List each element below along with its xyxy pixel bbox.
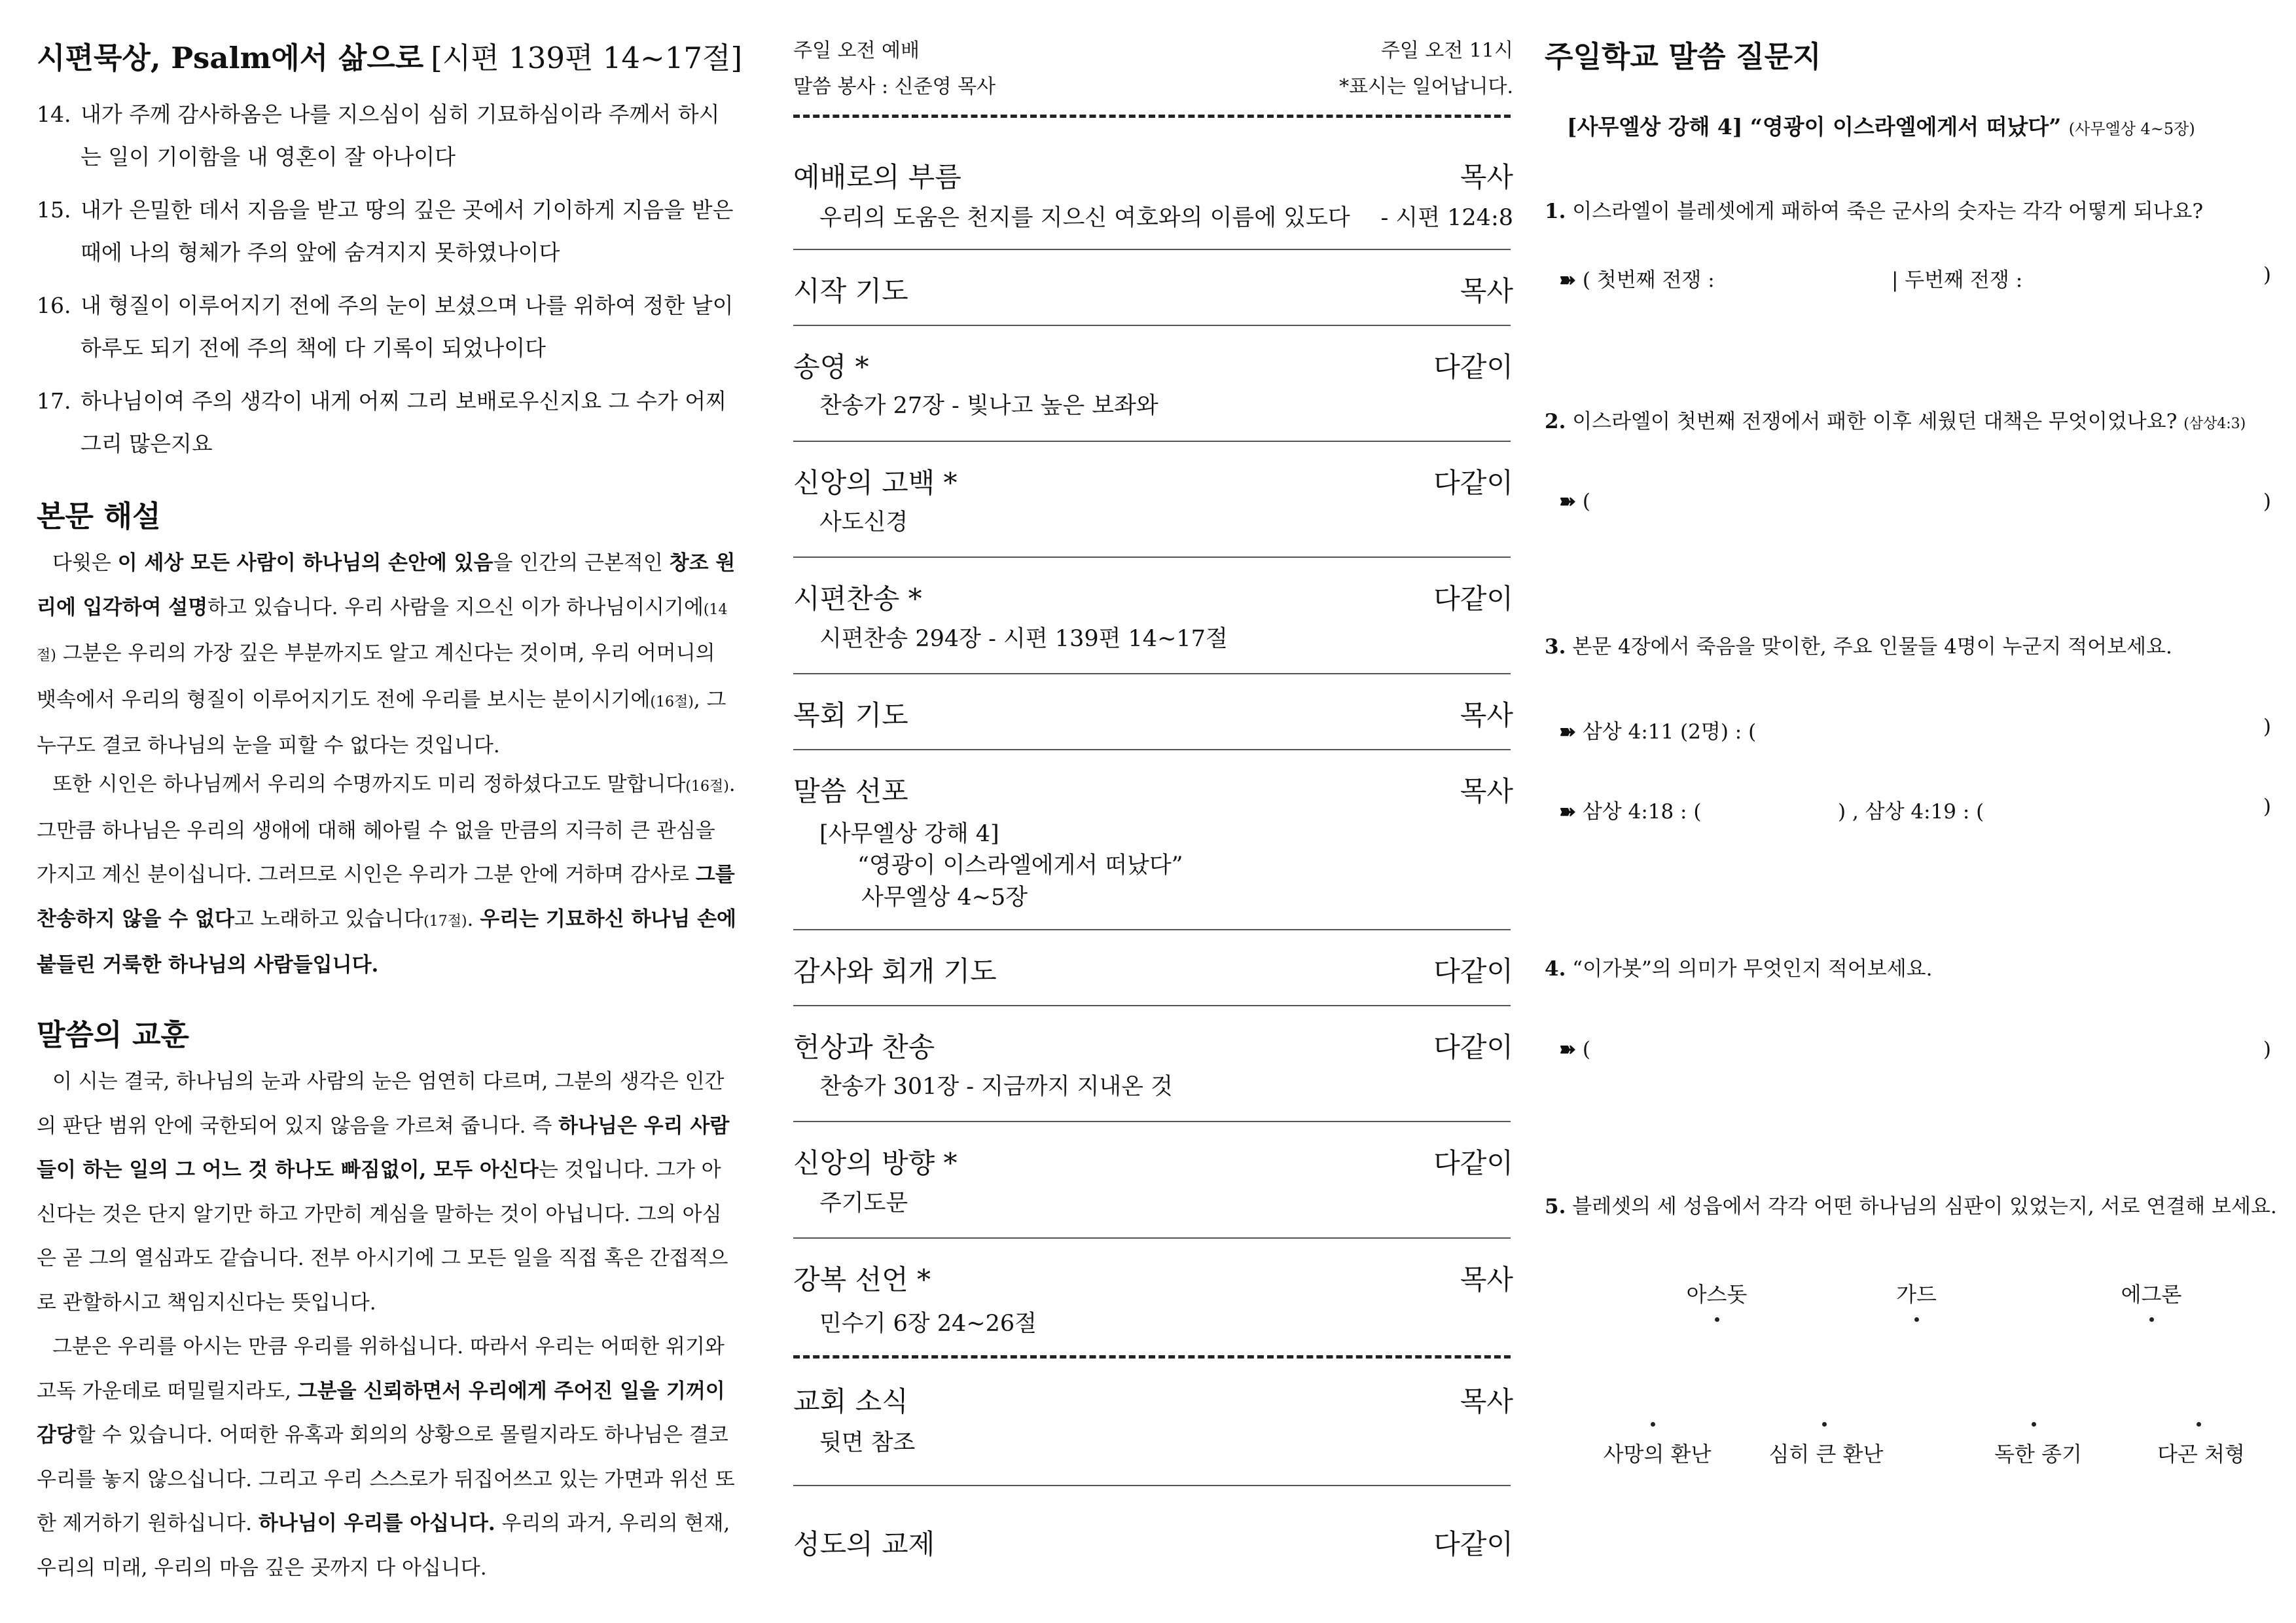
item-pastoral-prayer: 목회 기도 [793, 699, 908, 731]
match-dot[interactable] [2197, 1422, 2201, 1427]
divider [793, 249, 1511, 250]
verse-reference: (14절) [37, 601, 728, 664]
verse-17 [37, 380, 737, 465]
question-2 [1545, 405, 2246, 434]
meditation-title: 시편묵상, Psalm에서 삶으로 [37, 41, 424, 75]
question-text: “이가봇”의 의미가 무엇인지 적어보세요. [1572, 957, 1933, 981]
emphasis-text: 이 세상 모든 사람이 하나님의 손안에 있음 [117, 551, 493, 575]
lesson-paragraph [37, 1325, 738, 1590]
service-subheader [793, 70, 1513, 99]
item-detail: 찬송가 27장 - 빛나고 높은 보좌와 [819, 393, 1158, 419]
item-lords-prayer: 신앙의 방향 * [793, 1147, 958, 1179]
exposition-paragraph [37, 763, 738, 988]
item-confession-of-faith: 신앙의 고백 * [793, 467, 958, 499]
item-leader: 다같이 [1433, 583, 1513, 615]
verse-14 [37, 93, 737, 178]
arrow-icon: ➽ [1559, 800, 1576, 824]
arrow-icon: ➽ [1559, 1038, 1576, 1061]
question-number: 2. [1545, 410, 1566, 433]
sermon-series: [사무엘상 강해 4] [819, 821, 999, 847]
sermon-title: “영광이 이스라엘에게서 떠났다” [857, 852, 1183, 879]
item-leader: 다같이 [1433, 1031, 1513, 1063]
question-text: 이스라엘이 블레셋에게 패하여 죽은 군사의 숫자는 각각 어떻게 되나요? [1572, 200, 2204, 223]
item-detail-ref: - 시편 124:8 [1380, 205, 1513, 231]
paragraph-text: 고 노래하고 있습니다 [234, 907, 424, 931]
divider [793, 556, 1511, 558]
item-detail: 시편찬송 294장 - 시편 139편 14~17절 [819, 626, 1228, 652]
item-detail: 주기도문 [819, 1190, 908, 1216]
item-benediction: 강복 선언 * [793, 1264, 931, 1296]
item-detail: 뒷면 참조 [819, 1430, 916, 1456]
question-text: 이스라엘이 첫번째 전쟁에서 패한 이후 세웠던 대책은 무엇이었나요? [1572, 410, 2178, 433]
city-ashdod: 아스돗 [1686, 1282, 1748, 1307]
paragraph-text: 그분은 우리의 가장 깊은 부분까지도 알고 계신다는 것이며, 우리 어머니의 뱃속에서 우리의 형질이 이루어지기도 전에 우리를 보시는 분이시기에 [37, 642, 715, 712]
emphasis-text: 우리는 기묘하신 하나님 손에 붙들린 거룩한 하나님의 사람들입니다. [37, 907, 736, 977]
item-leader: 목사 [1460, 1264, 1513, 1296]
item-leader: 다같이 [1433, 1528, 1513, 1560]
paragraph-text: 하고 있습니다. 우리 사람을 지으신 이가 하나님이시기에 [207, 595, 704, 619]
lesson-title: 말씀의 교훈 [37, 1017, 190, 1052]
question-number: 1. [1545, 200, 1566, 223]
arrow-icon: ➽ [1559, 268, 1576, 292]
service-name: 주일 오전 예배 [793, 39, 920, 62]
judgment-death: 사망의 환난 [1603, 1442, 1712, 1467]
question-text: 본문 4장에서 죽음을 맞이한, 주요 인물들 4명이 누군지 적어보세요. [1572, 635, 2172, 659]
answer-label: ) , 삼상 4:19 : ( [1838, 800, 1984, 824]
item-psalm-singing: 시편찬송 * [793, 583, 922, 615]
answer-label: 삼상 4:18 : ( [1582, 800, 1702, 824]
question-number: 4. [1545, 957, 1566, 981]
answer-label: 삼상 4:11 (2명) : ( [1582, 720, 1757, 744]
answer-3-line2-second[interactable] [1838, 795, 1984, 824]
item-leader: 목사 [1460, 275, 1513, 307]
answer-3-line2[interactable] [1559, 795, 1701, 824]
stand-note: *표시는 일어납니다. [1339, 75, 1513, 98]
paragraph-text: 또한 시인은 하나님께서 우리의 수명까지도 미리 정하셨다고도 말합니다 [52, 773, 686, 796]
answer-1-second[interactable] [1892, 263, 2022, 293]
dashed-divider [793, 1355, 1511, 1359]
service-header [793, 34, 1513, 63]
verse-number: 14. [37, 101, 71, 127]
divider [793, 1005, 1511, 1006]
verse-15 [37, 189, 737, 274]
subtitle-text: [사무엘상 강해 4] “영광이 이스라엘에게서 떠났다” [1567, 114, 2062, 139]
item-sermon: 말씀 선포 [793, 775, 908, 807]
item-fellowship: 성도의 교제 [793, 1528, 935, 1560]
divider [793, 325, 1511, 326]
match-dot[interactable] [2149, 1317, 2154, 1322]
arrow-icon: ➽ [1559, 720, 1576, 744]
meditation-header [37, 34, 742, 77]
answer-1[interactable] [1559, 263, 1715, 293]
exposition-title: 본문 해설 [37, 499, 161, 534]
lesson-paragraph [37, 1060, 738, 1325]
emphasis-text: 하나님은 우리 사람들이 하는 일의 그 어느 것 하나도 빠짐없이, 모두 아신다 [37, 1114, 730, 1182]
item-call-to-worship: 예배로의 부름 [793, 161, 961, 193]
item-leader: 목사 [1460, 775, 1513, 807]
match-dot[interactable] [1651, 1422, 1655, 1427]
item-leader: 다같이 [1433, 351, 1513, 383]
item-detail: 우리의 도움은 천지를 지으신 여호와의 이름에 있도다 [819, 205, 1350, 231]
answer-4[interactable] [1559, 1038, 1590, 1061]
divider [793, 1485, 1511, 1486]
item-thanks-and-repentance-prayer: 감사와 회개 기도 [793, 955, 997, 987]
question-number: 5. [1545, 1195, 1566, 1218]
paragraph-text: 다윗은 [52, 551, 118, 575]
questionnaire-title: 주일학교 말씀 질문지 [1545, 39, 1821, 74]
match-dot[interactable] [2032, 1422, 2036, 1427]
item-detail: 찬송가 301장 - 지금까지 지내온 것 [819, 1074, 1173, 1100]
judgment-tumors: 독한 종기 [1994, 1442, 2082, 1467]
answer-label: ( 첫번째 전쟁 : [1582, 268, 1715, 292]
paragraph-text: 는 것입니다. 그가 아신다는 것은 단지 알기만 하고 가만히 계심을 말하는 것이 아닙니다. 그의 아심은 곧 그의 열심과도 같습니다. 전부 아시기에 그 모든 일을 직접 혹은 간접적으로 관할하시고 책임지신다는 뜻입니다. [37, 1158, 728, 1315]
meditation-reference: [시편 139편 14~17절] [431, 41, 742, 75]
city-ekron: 에그론 [2121, 1282, 2182, 1307]
divider [793, 749, 1511, 750]
paragraph-text: . [467, 907, 480, 931]
emphasis-text: 하나님이 우리를 아십니다. [258, 1512, 495, 1535]
question-reference: (삼상4:3) [2183, 416, 2246, 432]
item-detail: 사도신경 [819, 509, 908, 536]
answer-open-paren: ( [1582, 490, 1590, 513]
verse-number: 16. [37, 293, 71, 318]
judgment-great-calamity: 심히 큰 환난 [1768, 1442, 1884, 1467]
item-doxology: 송영 * [793, 351, 869, 383]
emphasis-text: 그를 찬송하지 않을 수 없다 [37, 863, 735, 931]
item-leader: 다같이 [1433, 467, 1513, 499]
item-leader: 다같이 [1433, 1147, 1513, 1179]
answer-label: | 두번째 전쟁 : [1892, 268, 2023, 292]
emphasis-text: 창조 원리에 입각하여 설명 [37, 551, 736, 619]
judgment-dagon-fallen: 다곤 처형 [2157, 1442, 2245, 1467]
item-offering-and-hymn: 헌상과 찬송 [793, 1031, 935, 1063]
arrow-icon: ➽ [1559, 490, 1576, 513]
verse-text: 하나님이여 주의 생각이 내게 어찌 그리 보배로우신지요 그 수가 어찌 그리 많은지요 [81, 388, 726, 456]
paragraph-text: , 그 누구도 결코 하나님의 눈을 피할 수 없다는 것입니다. [37, 687, 726, 757]
verse-text: 내가 은밀한 데서 지음을 받고 땅의 깊은 곳에서 기이하게 지음을 받은 때에 나의 형체가 주의 앞에 숨겨지지 못하였나이다 [81, 197, 734, 265]
divider [793, 673, 1511, 674]
verse-reference: (16절) [650, 693, 694, 710]
item-detail: 민수기 6장 24~26절 [819, 1311, 1037, 1337]
paragraph-text: 우리의 과거, 우리의 현재, 우리의 미래, 우리의 마음 깊은 곳까지 다 아십니다. [37, 1512, 730, 1580]
answer-2[interactable] [1559, 490, 1590, 513]
divider [793, 1237, 1511, 1239]
city-gath: 가드 [1896, 1282, 1937, 1307]
item-leader: 목사 [1460, 161, 1513, 193]
divider [793, 929, 1511, 930]
item-leader: 목사 [1460, 1385, 1513, 1417]
answer-3-line1[interactable] [1559, 715, 1756, 744]
question-5 [1545, 1190, 2277, 1219]
sermon-passage: 사무엘상 4~5장 [861, 884, 1028, 911]
item-church-news: 교회 소식 [793, 1385, 908, 1417]
verse-reference: (17절) [423, 913, 467, 930]
verse-number: 17. [37, 388, 71, 414]
divider [793, 441, 1511, 442]
answer-close-paren: ) [2263, 715, 2271, 739]
question-number: 3. [1545, 635, 1566, 659]
dashed-divider [793, 115, 1511, 118]
paragraph-text: . 그만큼 하나님은 우리의 생애에 대해 헤아릴 수 없을 만큼의 지극히 큰 관심을 가지고 계신 분이십니다. 그러므로 시인은 우리가 그분 안에 거하며 감사로 [37, 773, 736, 886]
question-4 [1545, 952, 1932, 981]
paragraph-text: 그분은 우리를 아시는 만큼 우리를 위하십니다. 따라서 우리는 어떠한 위기와 고독 가운데로 떠밀릴지라도, [37, 1335, 725, 1403]
match-dot[interactable] [1715, 1317, 1719, 1322]
emphasis-text: 그분을 신뢰하면서 우리에게 주어진 일을 기꺼이 감당 [37, 1379, 725, 1447]
subtitle-reference: (사무엘상 4~5장) [2068, 120, 2195, 138]
item-leader: 목사 [1460, 699, 1513, 731]
verse-reference: (16절) [685, 778, 729, 795]
verse-text: 내 형질이 이루어지기 전에 주의 눈이 보셨으며 나를 위하여 정한 날이 하루도 되기 전에 주의 책에 다 기록이 되었나이다 [81, 293, 734, 361]
item-opening-prayer: 시작 기도 [793, 275, 908, 307]
verse-text: 내가 주께 감사하옴은 나를 지으심이 심히 기묘하심이라 주께서 하시는 일이 기이함을 내 영혼이 잘 아나이다 [81, 101, 720, 170]
answer-close-paren: ) [2263, 1038, 2271, 1061]
question-3 [1545, 630, 2172, 659]
answer-open-paren: ( [1582, 1038, 1590, 1061]
match-dot[interactable] [1822, 1422, 1827, 1427]
item-leader: 다같이 [1433, 955, 1513, 987]
paragraph-text: 을 인간의 근본적인 [493, 551, 670, 575]
question-text: 블레셋의 세 성읍에서 각각 어떤 하나님의 심판이 있었는지, 서로 연결해 보세요. [1572, 1195, 2277, 1218]
questionnaire-subtitle [1567, 110, 2195, 141]
verse-16 [37, 284, 737, 369]
paragraph-text: 할 수 있습니다. 어떠한 유혹과 회의의 상황으로 몰릴지라도 하나님은 결코 우리를 놓지 않으십니다. 그리고 우리 스스로가 뒤집어쓰고 있는 가면과 위선 또한 제거하기 원하십니다. [37, 1423, 735, 1535]
answer-close-paren: ) [2263, 795, 2271, 818]
divider [793, 1121, 1511, 1122]
paragraph-text: 이 시는 결국, 하나님의 눈과 사람의 눈은 엄연히 다르며, 그분의 생각은 인간의 판단 범위 안에 국한되어 있지 않음을 가르쳐 줍니다. 즉 [37, 1070, 725, 1138]
exposition-paragraph [37, 541, 738, 769]
service-time: 주일 오전 11시 [1380, 39, 1513, 62]
verse-number: 15. [37, 197, 71, 223]
answer-close-paren: ) [2263, 263, 2271, 287]
preacher: 말씀 봉사 : 신준영 목사 [793, 75, 996, 98]
answer-close-paren: ) [2263, 490, 2271, 513]
match-dot[interactable] [1914, 1317, 1919, 1322]
question-1 [1545, 194, 2203, 224]
